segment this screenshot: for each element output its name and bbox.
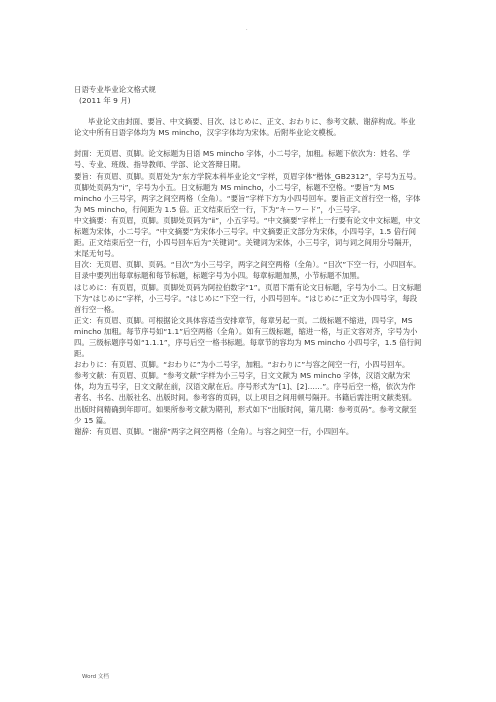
- paragraph-summary-jp: 要旨：有页眉、页脚。页眉处为“东方学院本科毕业论文”字样，页眉字体“楷体_GB2312”，字号为五号。页脚处页码为“ⅰ”，字号为小五。日文标题为 MS mincho，小二号字，标题不空格。“要旨”为 MS mincho 小三号字，两字之间空两格（全角）。“要旨”字样下方为小四号回车。要旨正文首行空一格，字体为 MS mincho，行间距为 1.5 倍。正文结束后空一行，下为“キーワード”，小三号字。: [74, 171, 421, 214]
- document-date: (2011 年 9 月): [79, 96, 131, 106]
- paragraph-abstract-cn: 中文摘要：有页眉，页脚。页脚处页码为“ⅱ”，小五字号。“中文摘要”字样上一行要有论文中文标题，中文标题为宋体，小二号字。“中文摘要”为宋体小三号字。中文摘要正文部分为宋体，小四号字，1.5 倍行间距。正文结束后空一行，小四号回车后为“关键词”。关键词为宋体，小三号字，词与词之间用分号隔开，末尾无句号。: [74, 215, 421, 259]
- paragraph-main-text: 正文：有页眉、页脚。可根据论文具体容适当安排章节，每章另起一页。二级标题不缩进，四号字，MS mincho 加粗。每节序号如“1.1”后空两格（全角）。如有三级标题，缩进一格，与正文容对齐，字号为小四。三级标题序号如“1.1.1”，序号后空一格书标题。每章节的容均为 MS mincho 小四号字，1.5 倍行间距。: [74, 315, 422, 359]
- intro-paragraph: 毕业论文由封面、要旨、中文摘要、目次、はじめに、正文、おわりに、参考文献、谢辞构成。毕业论文中所有日语字体均为 MS mincho，汉字字体均为宋体。后附毕业论文模板。: [74, 117, 416, 138]
- paragraph-references: 参考文献：有页眉、页脚。“参考文献”字样为小三号字，日文文献为 MS mincho 字体，汉语文献为宋体，均为五号字，日文文献在前，汉语文献在后。序号形式为“[1]、[2]……”。序号后空一格，依次为作者名、书名、出版社名、出版时间。参考容的页码，以上项目之间用顿号隔开。书籍后需注明文献类别。出版时间精确到年即可。如果所参考文献为期刊，形式如下“出版时间，第几期：参考页码”。参考文献至少 15 篇。: [74, 371, 417, 425]
- document-body: [74, 84, 422, 437]
- paragraph-conclusion: おわりに：有页眉、页脚。“おわりに”为小二号字，加粗。“おわりに”与容之间空一行，小四号回车。: [74, 360, 410, 370]
- header-mark: .: [246, 26, 248, 32]
- paragraph-acknowledgements: 谢辞：有页眉、页脚。“谢辞”两字之间空两格（全角）。与容之间空一行，小四回车。: [74, 426, 354, 436]
- paragraph-cover: 封面：无页眉、页脚。论文标题为日语 MS mincho 字体，小二号字，加粗。标题下依次为：姓名、学号、专业、班级、指导教师、学部、论文答辩日期。: [74, 149, 411, 170]
- footer-label: Word 文档: [82, 674, 109, 680]
- paragraph-introduction: はじめに：有页眉，页脚。页脚处页码为阿拉伯数字“1”。页眉下需有论文日标题，字号为小二。日文标题下为“はじめに”字样，小三号字。“はじめに”下空一行，小四号回车。“はじめに”正文为小四号字，每段首行空一格。: [74, 282, 422, 314]
- document-title: 日语专业毕业论文格式规: [74, 85, 156, 94]
- paragraph-contents: 目次：无页眉、页脚、页码。“目次”为小三号字，两字之间空两格（全角）。“目次”下空一行，小四回车。目录中要列出每章标题和每节标题，标题字号为小四。每章标题加黑，小节标题不加黑。: [74, 260, 421, 281]
